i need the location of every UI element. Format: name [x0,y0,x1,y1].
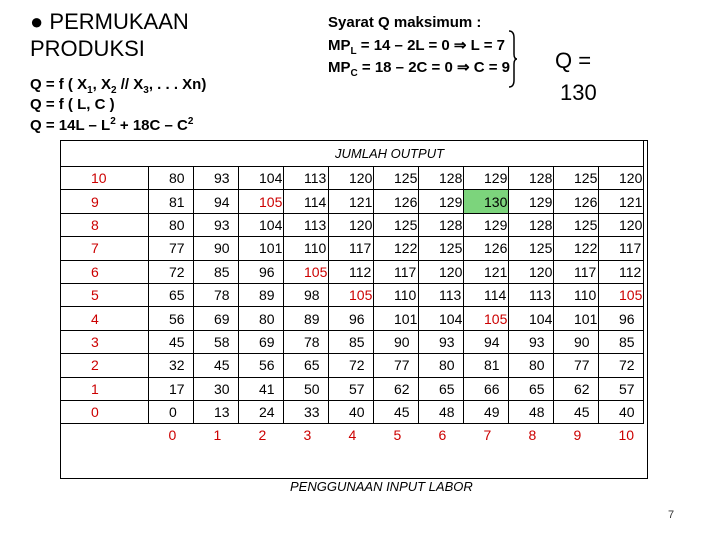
output-cell: 120 [329,167,374,190]
capital-label: 6 [61,260,149,283]
output-cell: 105 [464,307,509,330]
output-cell: 125 [374,213,419,236]
output-cell: 89 [239,283,284,306]
table-row [61,190,644,213]
output-cell: 49 [464,400,509,423]
output-cell: 125 [554,167,599,190]
output-cell: 90 [374,330,419,353]
output-cell: 69 [194,307,239,330]
output-cell: 125 [419,237,464,260]
output-cell: 117 [599,237,644,260]
output-cell: 17 [149,377,194,400]
output-cell: 72 [599,354,644,377]
output-cell: 85 [599,330,644,353]
output-cell: 57 [599,377,644,400]
table-row [61,213,644,236]
output-cell: 117 [329,237,374,260]
labor-input-label: 5 [374,424,419,447]
output-cell: 125 [509,237,554,260]
output-cell: 129 [464,167,509,190]
output-cell: 62 [374,377,419,400]
labor-input-label: 7 [464,424,509,447]
output-cell: 45 [149,330,194,353]
output-cell: 30 [194,377,239,400]
output-cell: 50 [284,377,329,400]
labor-input-label: 1 [194,424,239,447]
output-cell: 101 [554,307,599,330]
table-row [61,167,644,190]
output-cell: 104 [419,307,464,330]
output-cell: 57 [329,377,374,400]
output-cell: 121 [329,190,374,213]
output-cell: 93 [509,330,554,353]
output-cell: 40 [599,400,644,423]
output-cell: 77 [374,354,419,377]
labor-input-label: 0 [149,424,194,447]
output-cell: 56 [149,307,194,330]
output-cell: 80 [509,354,554,377]
capital-label: 7 [61,237,149,260]
output-cell: 125 [374,167,419,190]
formula-lc: Q = f ( L, C ) [30,96,115,113]
labor-input-label: 2 [239,424,284,447]
output-cell: 65 [419,377,464,400]
output-cell: 120 [419,260,464,283]
output-cell: 81 [149,190,194,213]
output-axis-label: JUMLAH OUTPUT [335,146,445,161]
output-cell: 65 [509,377,554,400]
output-cell: 81 [464,354,509,377]
page-number: 7 [668,509,675,521]
output-cell: 129 [509,190,554,213]
output-cell: 113 [419,283,464,306]
output-cell: 45 [374,400,419,423]
table-row [61,400,644,423]
capital-label: 4 [61,307,149,330]
output-cell: 105 [239,190,284,213]
output-cell: 32 [149,354,194,377]
output-cell: 121 [464,260,509,283]
output-cell: 112 [329,260,374,283]
labor-input-label: 10 [599,424,644,447]
page-title [30,8,310,62]
capital-label: 9 [61,190,149,213]
output-cell: 129 [419,190,464,213]
labor-input-label: 9 [554,424,599,447]
output-cell: 13 [194,400,239,423]
output-cell: 77 [554,354,599,377]
output-cell: 101 [239,237,284,260]
output-cell: 114 [284,190,329,213]
labor-input-label: 3 [284,424,329,447]
table-row [61,307,644,330]
output-cell: 113 [284,167,329,190]
output-cell: 105 [284,260,329,283]
output-cell: 105 [329,283,374,306]
output-cell: 56 [239,354,284,377]
q-label: Q = [555,48,592,73]
output-cell: 96 [599,307,644,330]
output-cell: 104 [509,307,554,330]
output-cell: 122 [554,237,599,260]
output-cell: 128 [419,167,464,190]
output-cell: 80 [149,213,194,236]
output-cell: 72 [329,354,374,377]
output-cell: 80 [419,354,464,377]
output-cell: 93 [419,330,464,353]
condition-title: Syarat Q maksimum : [328,14,482,31]
table-row [61,354,644,377]
output-cell: 85 [194,260,239,283]
output-cell: 89 [284,307,329,330]
table-row [61,283,644,306]
output-cell: 121 [599,190,644,213]
output-cell: 69 [239,330,284,353]
formula-production: $Q = 14L - L^2 + 18C - C^2$ [30,116,194,134]
output-cell: 85 [329,330,374,353]
capital-label: 10 [61,167,149,190]
output-cell: 110 [554,283,599,306]
output-cell: 45 [194,354,239,377]
output-table [60,140,644,447]
capital-label: 2 [61,354,149,377]
output-cell: 98 [284,283,329,306]
output-cell: 0 [149,400,194,423]
output-cell: 66 [464,377,509,400]
output-cell: 48 [419,400,464,423]
output-cell: 129 [464,213,509,236]
mpc-equation: $MP_C = 18 - 2C = 0$ ⇒ C = 9 [328,59,510,79]
input-axis-label: PENGGUNAAN INPUT LABOR [290,479,473,494]
brace-icon [508,30,518,88]
output-cell: 24 [239,400,284,423]
output-cell: 45 [554,400,599,423]
output-cell: 104 [239,167,284,190]
labor-input-row [61,424,644,447]
table-row [61,237,644,260]
capital-label: 5 [61,283,149,306]
output-cell: 104 [239,213,284,236]
output-cell: 48 [509,400,554,423]
labor-input-label: 4 [329,424,374,447]
formula-general: Q = f ( $X_1$, $X_2 // X_3$, . . . Xn) [30,76,207,96]
output-cell: 120 [599,213,644,236]
output-cell: 78 [284,330,329,353]
output-cell: 33 [284,400,329,423]
table-row [61,377,644,400]
output-cell: 122 [374,237,419,260]
output-cell: 93 [194,167,239,190]
capital-label: 1 [61,377,149,400]
title-line-1: ● PERMUKAAN [30,9,189,34]
output-cell: 101 [374,307,419,330]
output-cell: 117 [374,260,419,283]
output-cell: 80 [239,307,284,330]
labor-input-label: 8 [509,424,554,447]
labor-input-label: 6 [419,424,464,447]
output-cell: 125 [554,213,599,236]
output-cell: 128 [509,167,554,190]
output-cell: 90 [554,330,599,353]
capital-label: 3 [61,330,149,353]
output-cell: 113 [509,283,554,306]
output-cell: 96 [329,307,374,330]
output-cell: 58 [194,330,239,353]
table-row [61,330,644,353]
output-cell: 90 [194,237,239,260]
output-cell: 65 [284,354,329,377]
output-cell: 110 [374,283,419,306]
output-cell: 65 [149,283,194,306]
output-cell: 77 [149,237,194,260]
output-cell: 120 [329,213,374,236]
output-cell: 114 [464,283,509,306]
output-cell: 128 [509,213,554,236]
output-cell: 126 [464,237,509,260]
output-cell: 126 [374,190,419,213]
title-line-2: PRODUKSI [30,36,145,61]
output-cell: 117 [554,260,599,283]
mpl-equation: $MP_L = 14 - 2L = 0$ ⇒ L = 7 [328,37,505,57]
capital-label: 8 [61,213,149,236]
output-cell: 96 [239,260,284,283]
output-cell: 113 [284,213,329,236]
output-cell: 128 [419,213,464,236]
output-cell: 78 [194,283,239,306]
output-cell: 126 [554,190,599,213]
output-cell: 94 [194,190,239,213]
output-cell: 94 [464,330,509,353]
output-cell: 110 [284,237,329,260]
output-cell: 40 [329,400,374,423]
table-row [61,260,644,283]
output-cell: 62 [554,377,599,400]
output-cell: 41 [239,377,284,400]
output-cell: 93 [194,213,239,236]
q-value: 130 [560,80,597,105]
output-cell: 105 [599,283,644,306]
capital-label: 0 [61,400,149,423]
output-cell: 120 [509,260,554,283]
output-cell: 130 [464,190,509,213]
output-cell: 72 [149,260,194,283]
output-cell: 120 [599,167,644,190]
output-cell: 112 [599,260,644,283]
output-cell: 80 [149,167,194,190]
